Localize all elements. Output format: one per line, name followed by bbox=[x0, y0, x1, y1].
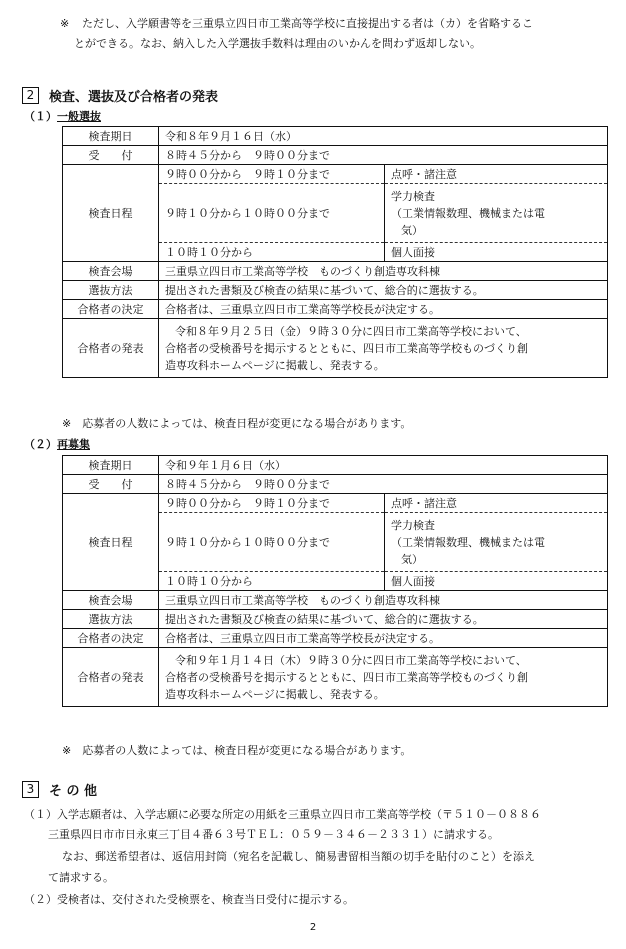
row-label: 合格者の発表 bbox=[63, 648, 159, 707]
other-item-1-line-4: て請求する。 bbox=[48, 871, 114, 884]
table-row bbox=[63, 281, 608, 300]
reception-time: ８時４５分から ９時００分まで bbox=[159, 475, 608, 494]
schedule-time: ９時１０分から１０時００分まで bbox=[159, 184, 385, 243]
section-3-title: そ の 他 bbox=[49, 784, 98, 799]
other-item-1-line-3: なお、郵送希望者は、返信用封筒（宛名を記載し、簡易書留相当額の切手を貼付のこと）を添え bbox=[62, 850, 535, 863]
section-2-heading bbox=[22, 86, 218, 105]
row-label: 検査会場 bbox=[63, 591, 159, 610]
row-label: 受 付 bbox=[63, 146, 159, 165]
schedule-item-title: 学力検査 bbox=[391, 518, 435, 532]
section-2-title: 検査、選抜及び合格者の発表 bbox=[49, 90, 219, 105]
table-row bbox=[63, 629, 608, 648]
note-line-2: とができる。なお、納入した入学選抜手数料は理由のいかんを問わず返却しない。 bbox=[74, 37, 481, 50]
table-row bbox=[63, 127, 608, 146]
page-number: 2 bbox=[309, 922, 317, 933]
general-selection-heading bbox=[24, 108, 101, 124]
section-3-number: 3 bbox=[22, 781, 39, 798]
row-label: 検査期日 bbox=[63, 127, 159, 146]
selection-method: 提出された書類及び検査の結果に基づいて、総合的に選抜する。 bbox=[159, 610, 608, 629]
announcement-line: 令和９年１月１４日（木）９時３０分に四日市工業高等学校において、 bbox=[175, 653, 527, 667]
exam-date: 令和９年１月６日（水） bbox=[159, 456, 608, 475]
row-label: 検査日程 bbox=[63, 165, 159, 262]
note-line-1: ただし、入学願書等を三重県立四日市工業高等学校に直接提出する者は（カ）を省略するこ bbox=[82, 17, 533, 30]
row-label: 合格者の発表 bbox=[63, 319, 159, 378]
exam-venue: 三重県立四日市工業高等学校 ものづくり創造専攻科棟 bbox=[159, 591, 608, 610]
table-row bbox=[63, 319, 608, 378]
note-mark: ※ bbox=[60, 17, 70, 30]
schedule-time: ９時１０分から１０時００分まで bbox=[159, 513, 385, 572]
exam-date: 令和８年９月１６日（水） bbox=[159, 127, 608, 146]
general-selection-table bbox=[62, 126, 608, 378]
table-row bbox=[63, 610, 608, 629]
schedule-item bbox=[385, 513, 608, 572]
pass-decision: 合格者は、三重県立四日市工業高等学校長が決定する。 bbox=[159, 629, 608, 648]
recruit-heading bbox=[24, 436, 90, 452]
row-label: 選抜方法 bbox=[63, 610, 159, 629]
other-item-1-line-1: （１）入学志願者は、入学志願に必要な所定の用紙を三重県立四日市工業高等学校（〒５１０－０８８６ bbox=[24, 808, 541, 821]
table-row bbox=[63, 165, 608, 184]
schedule-item-detail: 気） bbox=[401, 223, 423, 237]
announcement-line: 合格者の受検番号を掲示するとともに、四日市工業高等学校ものづくり創 bbox=[165, 670, 528, 684]
table-row bbox=[63, 300, 608, 319]
row-label: 検査期日 bbox=[63, 456, 159, 475]
schedule-item: 点呼・諸注意 bbox=[385, 165, 608, 184]
pass-announcement bbox=[159, 648, 608, 707]
other-item-1-line-2: 三重県四日市市日永東三丁目４番６３号ＴＥＬ：０５９－３４６－２３３１）に請求する。 bbox=[48, 828, 499, 841]
row-label: 選抜方法 bbox=[63, 281, 159, 300]
schedule-item-title: 学力検査 bbox=[391, 189, 435, 203]
announcement-line: 令和８年９月２５日（金）９時３０分に四日市工業高等学校において、 bbox=[175, 324, 527, 338]
schedule-item-detail: 気） bbox=[401, 552, 423, 566]
table-row bbox=[63, 475, 608, 494]
announcement-line: 造専攻科ホームページに掲載し、発表する。 bbox=[165, 358, 385, 372]
section-3-heading bbox=[22, 780, 97, 799]
recruit-schedule-note: ※ 応募者の人数によっては、検査日程が変更になる場合があります。 bbox=[62, 744, 412, 757]
schedule-time: ９時００分から ９時１０分まで bbox=[159, 494, 385, 513]
pass-announcement bbox=[159, 319, 608, 378]
general-heading-label: 一般選抜 bbox=[57, 110, 101, 123]
section-2-number: 2 bbox=[22, 87, 39, 104]
row-label: 検査会場 bbox=[63, 262, 159, 281]
schedule-item-detail: （工業情報数理、機械または電 bbox=[391, 535, 545, 549]
schedule-item: 個人面接 bbox=[385, 243, 608, 262]
recruit-heading-label: 再募集 bbox=[57, 438, 90, 451]
other-item-2: （２）受検者は、交付された受検票を、検査当日受付に提示する。 bbox=[24, 893, 354, 906]
row-label: 受 付 bbox=[63, 475, 159, 494]
exam-venue: 三重県立四日市工業高等学校 ものづくり創造専攻科棟 bbox=[159, 262, 608, 281]
row-label: 合格者の決定 bbox=[63, 300, 159, 319]
row-label: 合格者の決定 bbox=[63, 629, 159, 648]
recruit-heading-number: （２） bbox=[24, 438, 57, 451]
announcement-line: 合格者の受検番号を掲示するとともに、四日市工業高等学校ものづくり創 bbox=[165, 341, 528, 355]
table-row bbox=[63, 591, 608, 610]
schedule-item: 個人面接 bbox=[385, 572, 608, 591]
selection-method: 提出された書類及び検査の結果に基づいて、総合的に選抜する。 bbox=[159, 281, 608, 300]
schedule-item-detail: （工業情報数理、機械または電 bbox=[391, 206, 545, 220]
schedule-item: 点呼・諸注意 bbox=[385, 494, 608, 513]
schedule-time: １０時１０分から bbox=[159, 572, 385, 591]
pass-decision: 合格者は、三重県立四日市工業高等学校長が決定する。 bbox=[159, 300, 608, 319]
table-row bbox=[63, 494, 608, 513]
schedule-time: １０時１０分から bbox=[159, 243, 385, 262]
table-row bbox=[63, 456, 608, 475]
row-label: 検査日程 bbox=[63, 494, 159, 591]
recruit-table bbox=[62, 455, 608, 707]
table-row bbox=[63, 262, 608, 281]
schedule-time: ９時００分から ９時１０分まで bbox=[159, 165, 385, 184]
table-row bbox=[63, 146, 608, 165]
general-schedule-note: ※ 応募者の人数によっては、検査日程が変更になる場合があります。 bbox=[62, 417, 412, 430]
general-heading-number: （１） bbox=[24, 110, 57, 123]
reception-time: ８時４５分から ９時００分まで bbox=[159, 146, 608, 165]
table-row bbox=[63, 648, 608, 707]
schedule-item bbox=[385, 184, 608, 243]
announcement-line: 造専攻科ホームページに掲載し、発表する。 bbox=[165, 687, 385, 701]
